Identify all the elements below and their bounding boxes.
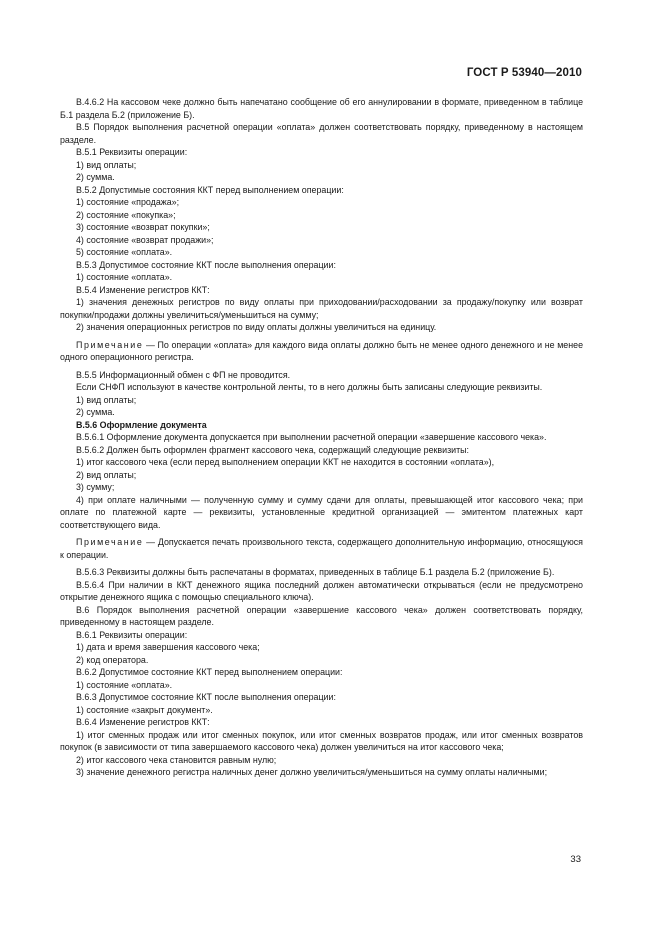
list-item: 1) вид оплаты; bbox=[76, 159, 137, 170]
list-item: 2) итог кассового чека становится равным нулю; bbox=[76, 754, 277, 765]
paragraph: B.5.6.4 При наличии в ККТ денежного ящика последний должен автоматически открываться (если не предусмотрено открытие денежного ящика с помощью специального ключа). bbox=[60, 579, 583, 602]
note: Примечание — По операции «оплата» для каждого вида оплаты должно быть не менее одного денежного и не менее одного операционного регистра. bbox=[60, 339, 583, 362]
list-item: 1) итог сменных продаж или итог сменных покупок, или итог сменных возвратов продаж, или итог сменных возвратов покупок (в зависимости от типа завершаемого кассового чека) должен увеличиться на итог кассового чека; bbox=[60, 729, 583, 752]
paragraph: B.5.2 Допустимые состояния ККТ перед выполнением операции: bbox=[76, 184, 344, 195]
list-item: 1) состояние «оплата». bbox=[76, 679, 173, 690]
list-item: 3) значение денежного регистра наличных денег должно увеличиться/уменьшиться на сумму оплаты наличными; bbox=[76, 767, 548, 777]
note-label: Примечание bbox=[76, 339, 144, 350]
list-item: 3) состояние «возврат покупки»; bbox=[76, 222, 210, 232]
paragraph: B.6 Порядок выполнения расчетной операции «завершение кассового чека» должен соответствовать порядку, приведенному в настоящем разделе. bbox=[60, 604, 583, 627]
list-item: 4) при оплате наличными — полученную сумму и сумму сдачи для оплаты, превышающей итог кассового чека; при оплате по платежной карте — реквизиты, установленные кредитной организацией — эмитентом платежных карт соответствующего вида. bbox=[60, 494, 583, 530]
paragraph: B.5.6.3 Реквизиты должны быть распечатаны в форматах, приведенных в таблице Б.1 раздела Б.2 (приложение Б). bbox=[76, 567, 555, 577]
paragraph: B.5.3 Допустимое состояние ККТ после выполнения операции: bbox=[76, 259, 336, 270]
list-item: 2) вид оплаты; bbox=[76, 469, 137, 480]
page-number: 33 bbox=[570, 854, 581, 865]
paragraph: Если СНФП используют в качестве контрольной ленты, то в него должны быть записаны следующие реквизиты. bbox=[76, 382, 543, 392]
list-item: 1) состояние «продажа»; bbox=[76, 197, 180, 207]
paragraph: B.5.4 Изменение регистров ККТ: bbox=[76, 284, 210, 295]
list-item: 1) итог кассового чека (если перед выполнением операции ККТ не находится в состоянии «оплата»), bbox=[76, 457, 495, 467]
list-item: 2) состояние «покупка»; bbox=[76, 209, 176, 220]
document-body bbox=[60, 96, 583, 779]
paragraph: B.4.6.2 На кассовом чеке должно быть напечатано сообщение об его аннулировании в формате, приведенном в таблице Б.1 раздела Б.2 (приложение Б). bbox=[60, 97, 583, 120]
paragraph: B.5.1 Реквизиты операции: bbox=[76, 147, 188, 157]
paragraph: B.5 Порядок выполнения расчетной операции «оплата» должен соответствовать порядку, приведенному в настоящем разделе. bbox=[60, 122, 583, 145]
list-item: 2) значения операционных регистров по виду оплаты должны увеличиться на единицу. bbox=[76, 322, 437, 332]
paragraph: B.5.5 Информационный обмен с ФП не проводится. bbox=[76, 369, 291, 380]
paragraph: B.6.4 Изменение регистров ККТ: bbox=[76, 717, 210, 727]
document-header: ГОСТ Р 53940—2010 bbox=[466, 67, 582, 79]
paragraph: B.6.1 Реквизиты операции: bbox=[76, 629, 188, 640]
list-item: 2) сумма. bbox=[76, 172, 115, 182]
list-item: 1) значения денежных регистров по виду оплаты при приходовании/расходовании за продажу/покупку или возврат покупки/продажи должны увеличиться/уменьшиться на сумму; bbox=[60, 297, 583, 320]
list-item: 2) сумма. bbox=[76, 407, 115, 417]
list-item: 1) дата и время завершения кассового чека; bbox=[76, 642, 260, 652]
note-label: Примечание bbox=[76, 537, 144, 547]
note: Примечание — Допускается печать произвольного текста, содержащего дополнительную информацию, относящуюся к операции. bbox=[60, 537, 583, 560]
list-item: 3) сумму; bbox=[76, 482, 115, 492]
list-item: 1) состояние «закрыт документ». bbox=[76, 704, 213, 715]
paragraph: B.6.2 Допустимое состояние ККТ перед выполнением операции: bbox=[76, 667, 343, 677]
section-heading: B.5.6 Оформление документа bbox=[76, 419, 207, 430]
list-item: 2) код оператора. bbox=[76, 654, 149, 665]
list-item: 1) состояние «оплата». bbox=[76, 272, 173, 282]
paragraph: B.5.6.1 Оформление документа допускается при выполнении расчетной операции «завершение кассового чека». bbox=[76, 432, 547, 442]
list-item: 4) состояние «возврат продажи»; bbox=[76, 234, 214, 245]
list-item: 1) вид оплаты; bbox=[76, 394, 137, 405]
list-item: 5) состояние «оплата». bbox=[76, 247, 173, 257]
paragraph: B.5.6.2 Должен быть оформлен фрагмент кассового чека, содержащий следующие реквизиты: bbox=[76, 444, 470, 455]
paragraph: B.6.3 Допустимое состояние ККТ после выполнения операции: bbox=[76, 692, 336, 702]
